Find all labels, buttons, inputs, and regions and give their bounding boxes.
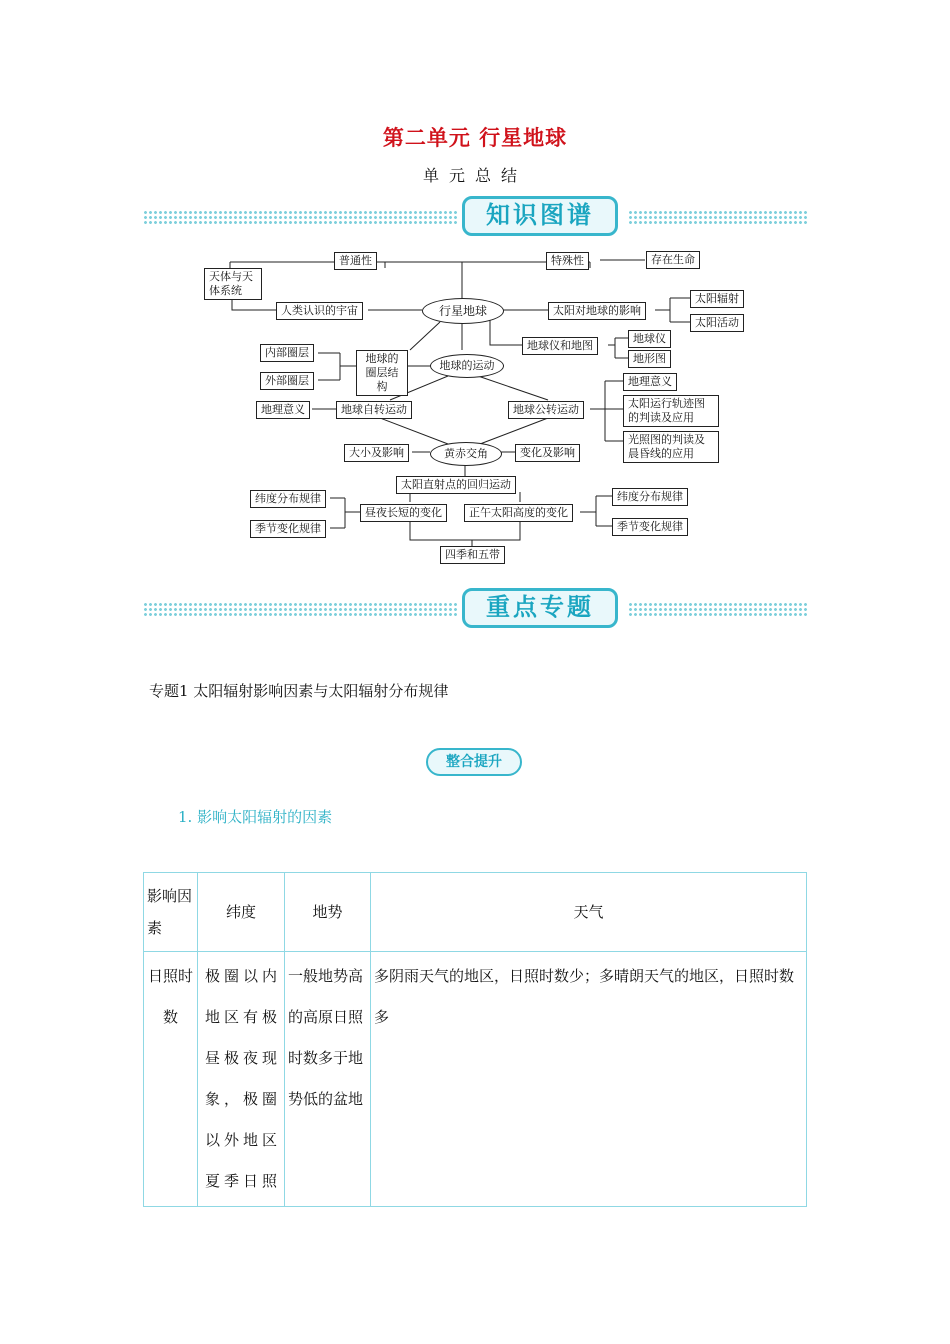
node-life: 存在生命 [646, 251, 700, 269]
node-seasons: 四季和五带 [440, 546, 505, 564]
topic-heading: 专题1 太阳辐射影响因素与太阳辐射分布规律 [149, 682, 449, 700]
header-terrain: 地势 [285, 873, 371, 952]
node-season-right: 季节变化规律 [612, 518, 688, 536]
node-day-length: 昼夜长短的变化 [360, 504, 447, 522]
cell-terrain: 一般地势高的高原日照时数多于地势低的盆地 [285, 952, 371, 1207]
node-center: 行星地球 [422, 298, 504, 324]
node-globe: 地球仪 [628, 330, 671, 348]
node-rotation: 地球自转运动 [336, 401, 412, 419]
node-outer: 外部圈层 [260, 372, 314, 390]
node-revolution: 地球公转运动 [508, 401, 584, 419]
node-size-effect: 大小及影响 [344, 444, 409, 462]
header-weather: 天气 [371, 873, 807, 952]
node-ecliptic: 黄赤交角 [430, 442, 502, 466]
section-heading: 1. 影响太阳辐射的因素 [178, 808, 333, 826]
page-subtitle: 单元总结 [422, 166, 527, 185]
row-label: 日照时数 [144, 952, 198, 1207]
page-title: 第二单元 行星地球 [382, 126, 568, 150]
node-light-map: 光照图的判读及晨昏线的应用 [623, 431, 719, 463]
header-factor: 影响因素 [144, 873, 198, 952]
node-universe: 人类认识的宇宙 [276, 302, 363, 320]
node-motion: 地球的运动 [430, 354, 504, 378]
node-topomap: 地形图 [628, 350, 671, 368]
node-geo-meaning-right: 地理意义 [623, 373, 677, 391]
node-geo-meaning-left: 地理意义 [256, 401, 310, 419]
node-universality: 普通性 [334, 252, 377, 270]
node-solar-activity: 太阳活动 [690, 314, 744, 332]
key-topics-banner: 重点专题 [462, 588, 618, 628]
node-lat-right: 纬度分布规律 [612, 488, 688, 506]
node-sun-effect: 太阳对地球的影响 [548, 302, 646, 320]
node-direct-sun: 太阳直射点的回归运动 [396, 476, 516, 494]
node-globe-map: 地球仪和地图 [522, 337, 598, 355]
knowledge-map-banner: 知识图谱 [462, 196, 618, 236]
dotted-divider-left-2 [143, 602, 458, 616]
node-inner: 内部圈层 [260, 344, 314, 362]
node-speciality: 特殊性 [546, 252, 589, 270]
table-header-row [144, 873, 807, 952]
node-lat-left: 纬度分布规律 [250, 490, 326, 508]
table-row [144, 952, 807, 1207]
node-noon-height: 正午太阳高度的变化 [464, 504, 573, 522]
node-celestial: 天体与天体系统 [204, 268, 262, 300]
integration-pill: 整合提升 [426, 748, 522, 776]
node-change-effect: 变化及影响 [515, 444, 580, 462]
header-latitude: 纬度 [198, 873, 285, 952]
dotted-divider-right-2 [628, 602, 808, 616]
factors-table [143, 872, 807, 1207]
cell-weather: 多阴雨天气的地区，日照时数少；多晴朗天气的地区，日照时数多 [371, 952, 807, 1207]
node-season-left: 季节变化规律 [250, 520, 326, 538]
node-solar-radiation: 太阳辐射 [690, 290, 744, 308]
node-layers: 地球的圈层结构 [356, 350, 408, 396]
node-sun-track: 太阳运行轨迹图的判读及应用 [623, 395, 719, 427]
cell-latitude: 极圈以内地区有极昼极夜现象，极圈以外地区夏季日照 [198, 952, 285, 1207]
